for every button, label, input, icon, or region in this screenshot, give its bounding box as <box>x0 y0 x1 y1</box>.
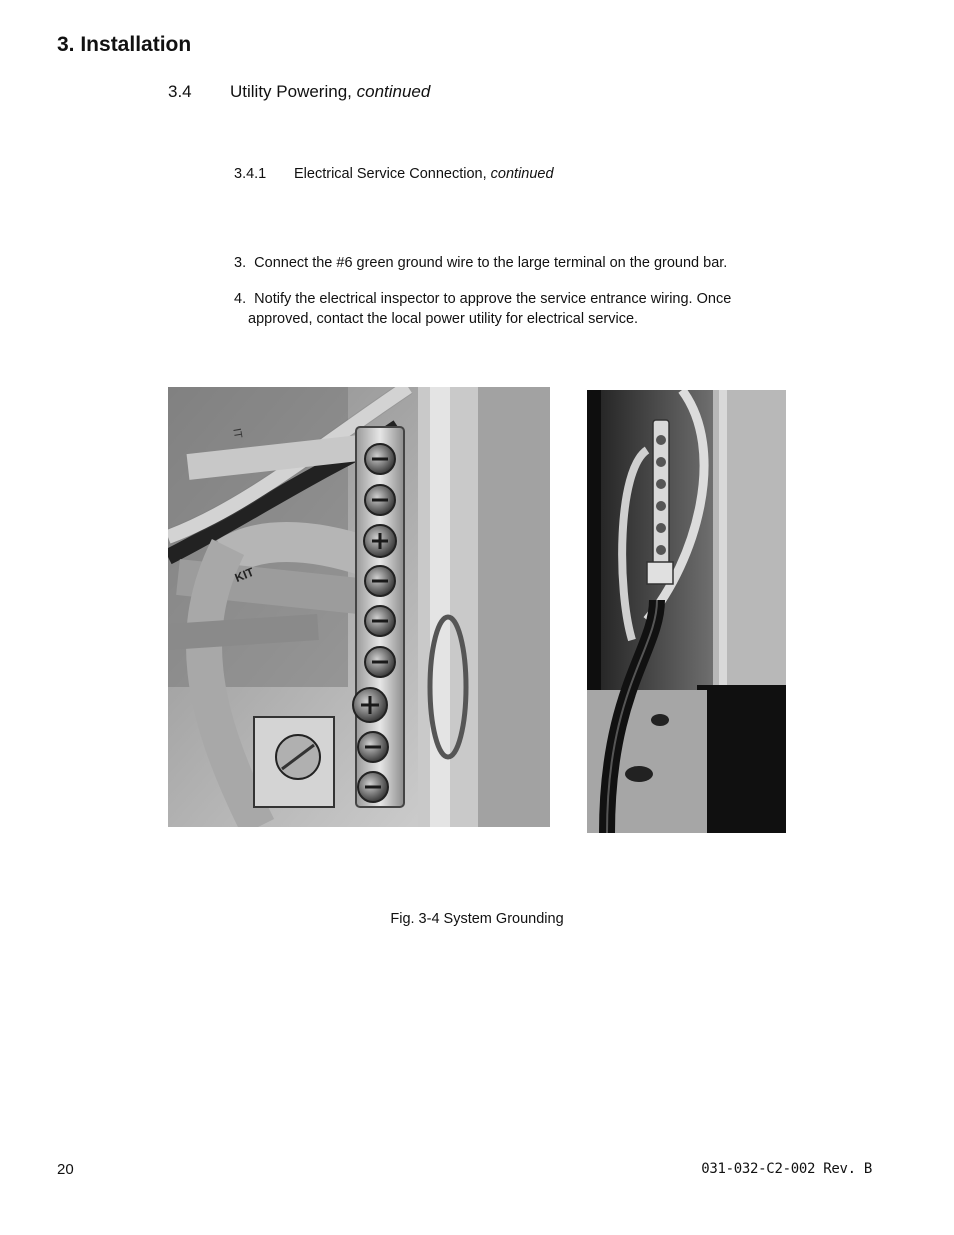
chapter-heading: 3. Installation <box>57 33 192 56</box>
step-text-continued: approved, contact the local power utility for electrical service. <box>248 311 639 327</box>
section-title-suffix: continued <box>356 82 431 101</box>
step-4 <box>234 289 794 329</box>
subsection-number: 3.4.1 <box>234 166 267 182</box>
subsection-title-suffix: continued <box>490 166 554 182</box>
step-3 <box>234 253 794 273</box>
wire-label-2: IT <box>230 427 244 440</box>
step-number: 3. <box>234 255 247 271</box>
document-id: 031-032-C2-002 Rev. B <box>701 1161 872 1177</box>
step-text: Notify the electrical inspector to approve the service entrance wiring. Once <box>254 291 732 307</box>
step-number: 4. <box>234 291 247 307</box>
figure-caption: Fig. 3-4 System Grounding <box>390 911 564 927</box>
subsection-title <box>294 166 554 182</box>
section-number: 3.4 <box>168 82 192 101</box>
ground-bar-photo <box>168 387 550 827</box>
page-number: 20 <box>57 1161 74 1178</box>
ground-bar-illustration <box>168 387 550 827</box>
ground-wire-illustration <box>587 390 786 833</box>
step-text: Connect the #6 green ground wire to the large terminal on the ground bar. <box>254 255 728 271</box>
section-title <box>230 82 430 102</box>
subsection-title-text: Electrical Service Connection, <box>294 166 487 182</box>
wire-label: KIT <box>232 564 256 586</box>
ground-wire-photo <box>587 390 786 833</box>
section-title-text: Utility Powering, <box>230 82 352 101</box>
